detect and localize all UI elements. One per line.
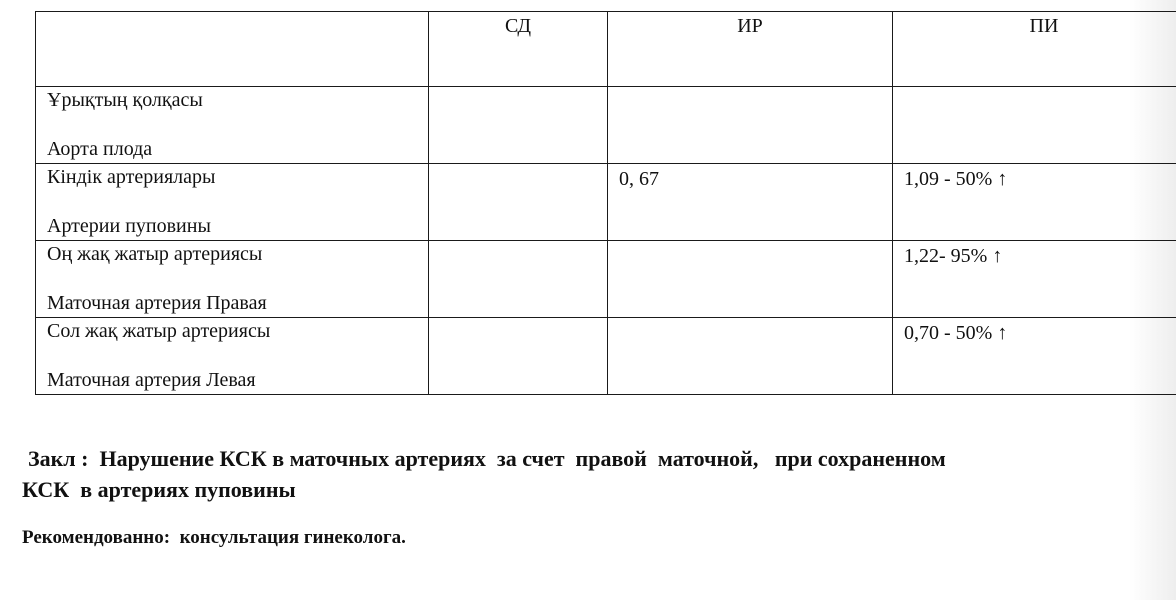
ir-cell (608, 87, 893, 164)
vessel-cell (36, 241, 429, 318)
pi-value: 1,09 - 50% ↑ (904, 168, 1008, 190)
vessel-label-ru: Артерии пуповины (47, 215, 211, 237)
conclusion-line-1: Закл : Нарушение КСК в маточных артериях за счет правой маточной, при сохраненном (28, 446, 946, 471)
table-header-row (36, 12, 1176, 87)
sd-cell (429, 318, 608, 395)
table-row (36, 164, 1176, 241)
pi-cell (893, 164, 1176, 241)
vessel-label-kz: Оң жақ жатыр артериясы (47, 243, 263, 265)
sd-cell (429, 241, 608, 318)
conclusion-paragraph (22, 443, 1142, 505)
doppler-table (35, 11, 1176, 395)
recommendation-text: Рекомендованно: консультация гинеколога. (22, 527, 406, 548)
header-cell-ir: ИР (608, 12, 893, 87)
pi-value: 0,70 - 50% ↑ (904, 322, 1008, 344)
header-cell-vessel (36, 12, 429, 87)
vessel-cell (36, 87, 429, 164)
vessel-label-ru: Маточная артерия Правая (47, 292, 267, 314)
pi-cell (893, 241, 1176, 318)
vessel-label-kz: Ұрықтың қолқасы (47, 89, 203, 111)
vessel-label-kz: Сол жақ жатыр артериясы (47, 320, 271, 342)
pi-value: 1,22- 95% ↑ (904, 245, 1003, 267)
pi-cell (893, 318, 1176, 395)
vessel-label-ru: Маточная артерия Левая (47, 369, 256, 391)
ir-value: 0, 67 (619, 168, 659, 190)
table-row (36, 87, 1176, 164)
ir-cell (608, 318, 893, 395)
sd-cell (429, 87, 608, 164)
pi-cell (893, 87, 1176, 164)
vessel-cell (36, 318, 429, 395)
table-row (36, 318, 1176, 395)
vessel-label-ru: Аорта плода (47, 138, 153, 160)
conclusion-line-2: КСК в артериях пуповины (22, 477, 296, 502)
vessel-cell (36, 164, 429, 241)
sd-cell (429, 164, 608, 241)
ir-cell (608, 241, 893, 318)
table-row (36, 241, 1176, 318)
ir-cell (608, 164, 893, 241)
header-cell-pi: ПИ (893, 12, 1176, 87)
vessel-label-kz: Кіндік артериялары (47, 166, 216, 188)
header-cell-sd: СД (429, 12, 608, 87)
